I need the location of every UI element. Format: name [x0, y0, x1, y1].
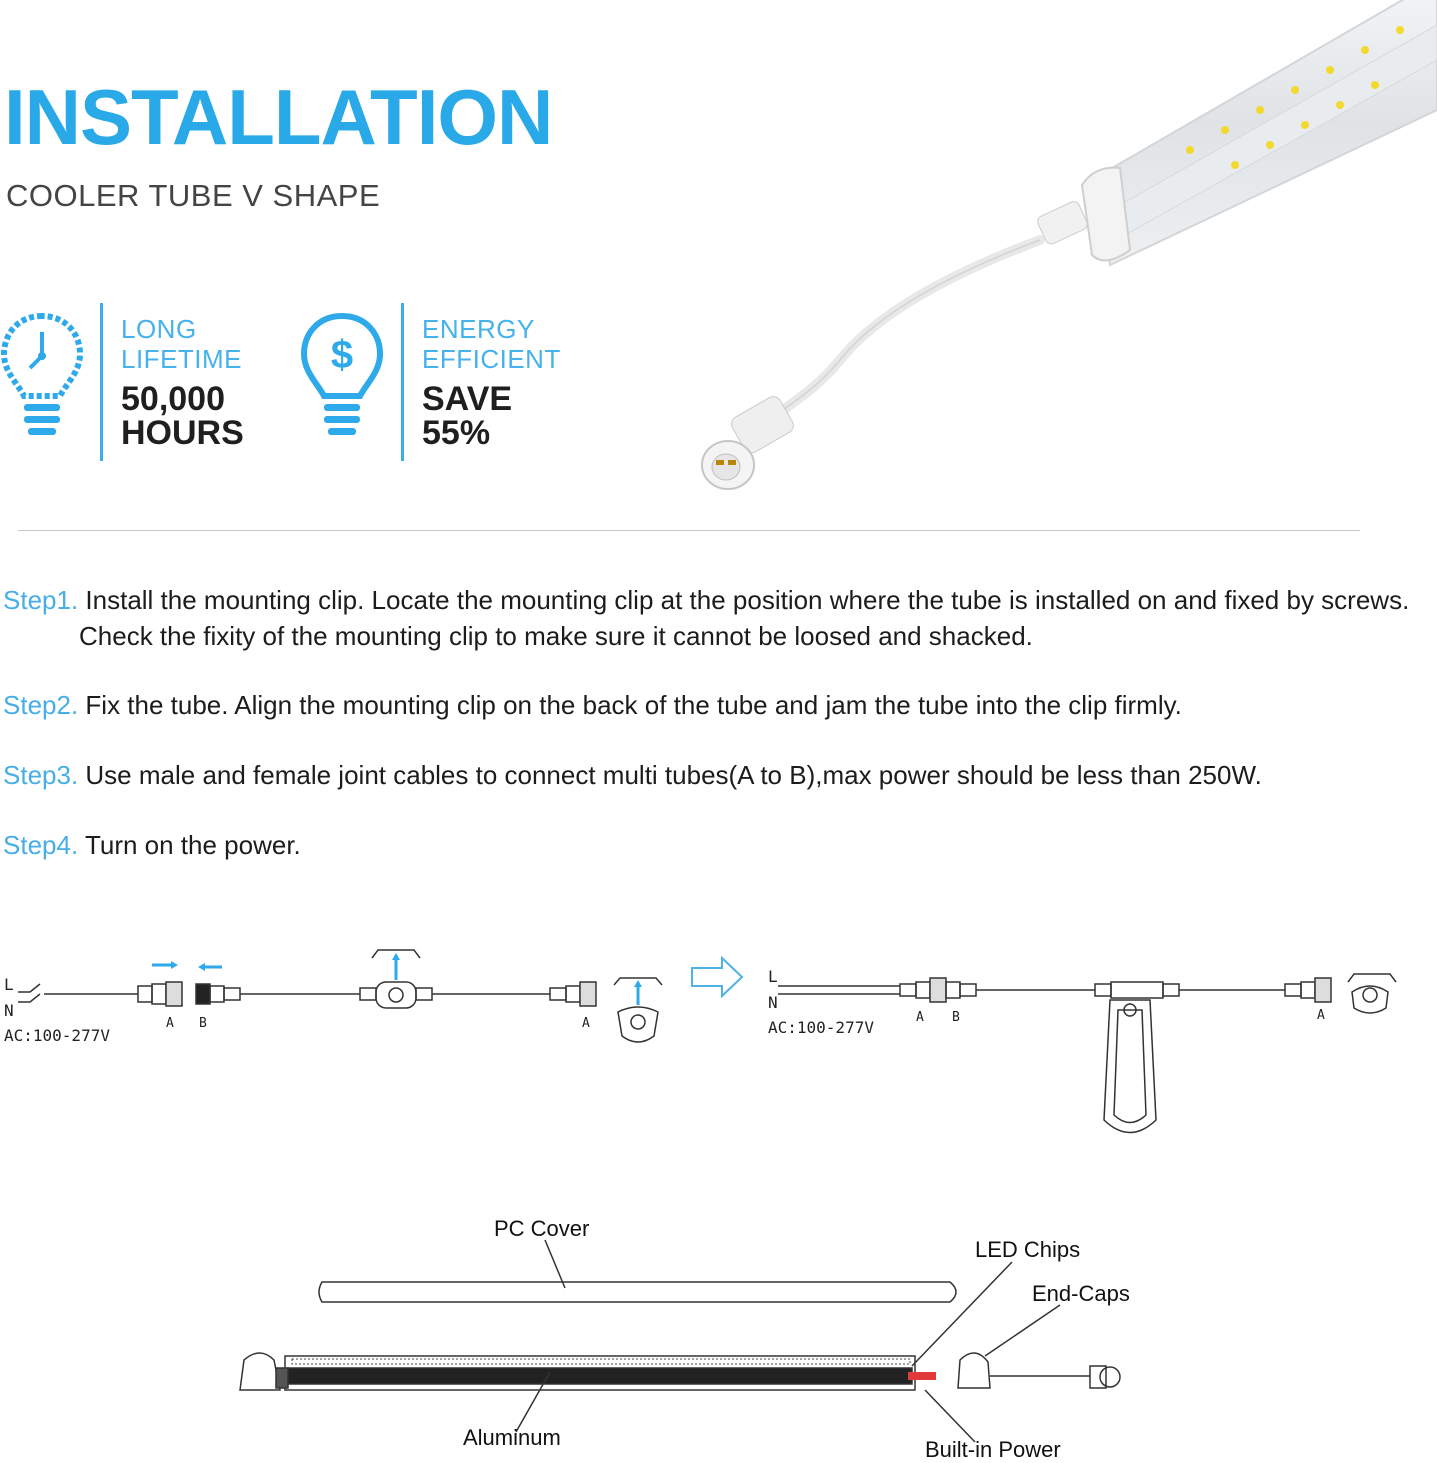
feature-label: LONG [121, 314, 197, 344]
step-text: Fix the tube. Align the mounting clip on the back of the tube and jam the tube into the clip firmly. [85, 690, 1182, 720]
wiring-right-L: L [768, 967, 778, 986]
feature-label: EFFICIENT [422, 344, 561, 374]
step-number: Step2. [3, 690, 79, 720]
step-number: Step1. [3, 585, 79, 615]
label-pc-cover: PC Cover [494, 1216, 590, 1241]
wiring-left-ac: AC:100-277V [4, 1026, 110, 1045]
label-built-in-power: Built-in Power [925, 1437, 1061, 1462]
page-title: INSTALLATION [4, 73, 553, 161]
feature-value: SAVE [422, 380, 513, 418]
label-led-chips: LED Chips [975, 1237, 1081, 1262]
feature-value: 55% [422, 414, 491, 452]
step-number: Step3. [3, 760, 79, 790]
wiring-right-B: B [952, 1010, 960, 1025]
label-aluminum: Aluminum [463, 1425, 561, 1450]
step-text-continued: Check the fixity of the mounting clip to make sure it cannot be loosed and shacked. [79, 621, 1033, 651]
wiring-right-A: A [916, 1010, 924, 1025]
feature-label: ENERGY [422, 314, 535, 344]
step-number: Step4. [3, 830, 79, 860]
feature-value: 50,000 [121, 380, 225, 418]
wiring-right-ac: AC:100-277V [768, 1018, 874, 1037]
feature-label: LIFETIME [121, 344, 243, 374]
wiring-left-N: N [4, 1001, 14, 1020]
wiring-left-B: B [199, 1016, 207, 1031]
label-end-caps: End-Caps [1032, 1281, 1130, 1306]
wiring-right-A2: A [1317, 1008, 1325, 1023]
wiring-right-N: N [768, 993, 778, 1012]
svg-text:$: $ [330, 333, 354, 377]
feature-value: HOURS [121, 414, 244, 452]
wiring-left-L: L [4, 975, 14, 994]
wiring-left-A2: A [582, 1016, 590, 1031]
page-subtitle: COOLER TUBE V SHAPE [6, 178, 381, 213]
step-text: Install the mounting clip. Locate the mounting clip at the position where the tube is installed on and fixed by screws. [85, 585, 1410, 615]
step-text: Use male and female joint cables to connect multi tubes(A to B),max power should be less than 250W. [85, 760, 1262, 790]
wiring-left-A: A [166, 1016, 174, 1031]
step-text: Turn on the power. [84, 830, 301, 860]
